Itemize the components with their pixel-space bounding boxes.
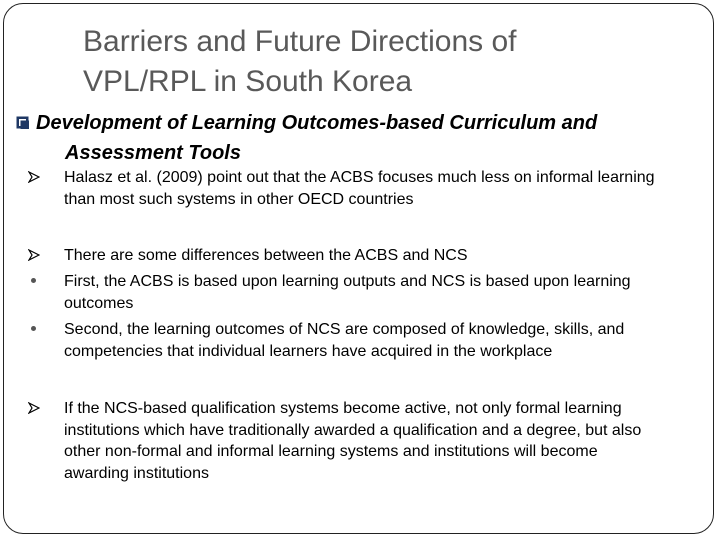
- slide-title-line-2: VPL/RPL in South Korea: [83, 65, 413, 98]
- arrowhead-icon: [28, 171, 40, 183]
- slide-title: [83, 22, 683, 102]
- arrowhead-icon: [28, 402, 40, 414]
- section-heading-text: Development of Learning Outcomes-based Curriculum and Assessment Tools: [36, 112, 598, 164]
- sub-bullet-item-1: First, the ACBS is based upon learning outputs and NCS is based upon learning outcomes: [64, 273, 631, 312]
- bullet-item-1: Halasz et al. (2009) point out that the ACBS focuses much less on informal learning than most such systems in other OECD countries: [64, 169, 655, 208]
- slide-title-line-1: Barriers and Future Directions of: [83, 25, 517, 58]
- slide-frame: [3, 3, 714, 534]
- bullet-item-3: If the NCS-based qualification systems become active, not only formal learning institutions which have traditionally awarded a qualification and a degree, but also other non-formal and informal learning systems and institutions will become awarding institutions: [64, 400, 642, 482]
- sub-bullet-item-2: Second, the learning outcomes of NCS are composed of knowledge, skills, and competencies that individual learners have acquired in the workplace: [64, 321, 625, 360]
- checkbox-square-icon: [16, 116, 30, 130]
- bullet-dot-icon: [31, 326, 36, 331]
- section-heading: [16, 108, 706, 168]
- arrowhead-icon: [28, 249, 40, 261]
- bullet-item-2: There are some differences between the ACBS and NCS: [64, 247, 468, 264]
- bullet-dot-icon: [31, 278, 36, 283]
